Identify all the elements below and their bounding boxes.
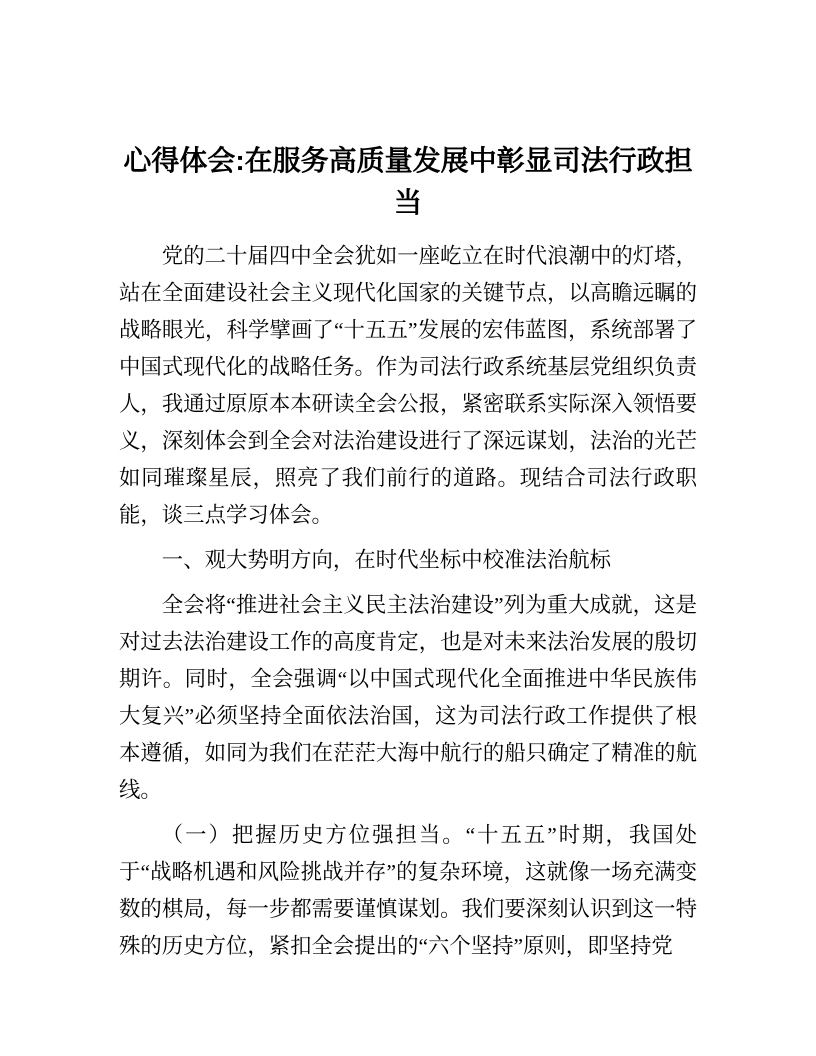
document-content (119, 140, 697, 973)
paragraph-intro: 党的二十届四中全会犹如一座屹立在时代浪潮中的灯塔，站在全面建设社会主义现代化国家的关键节点，以高瞻远瞩的战略眼光，科学擘画了“十五五”发展的宏伟蓝图，系统部署了中国式现代化的战略任务。作为司法行政系统基层党组织负责人，我通过原原本本研读全会公报，紧密联系实际深入领悟要义，深刻体会到全会对法治建设进行了深远谋划，法治的光芒如同璀璨星辰，照亮了我们前行的道路。现结合司法行政职能，谈三点学习体会。 (119, 244, 697, 527)
document-title: 心得体会:在服务高质量发展中彰显司法行政担当 (123, 145, 693, 218)
section-heading-1: 一、观大势明方向，在时代坐标中校准法治航标 (161, 548, 612, 572)
paragraph-subsection-1: （一）把握历史方位强担当。“十五五”时期，我国处于“战略机遇和风险挑战并存”的复杂环境，这就像一场充满变数的棋局，每一步都需要谨慎谋划。我们要深刻认识到这一特殊的历史方位，紧扣全会提出的“六个坚持”原则，即坚持党 (119, 823, 697, 958)
paragraph-section1-body: 全会将“推进社会主义民主法治建设”列为重大成就，这是对过去法治建设工作的高度肯定，也是对未来法治发展的殷切期许。同时，全会强调“以中国式现代化全面推进中华民族伟大复兴”必须坚持全面依法治国，这为司法行政工作提供了根本遵循，如同为我们在茫茫大海中航行的船只确定了精准的航线。 (119, 593, 697, 802)
